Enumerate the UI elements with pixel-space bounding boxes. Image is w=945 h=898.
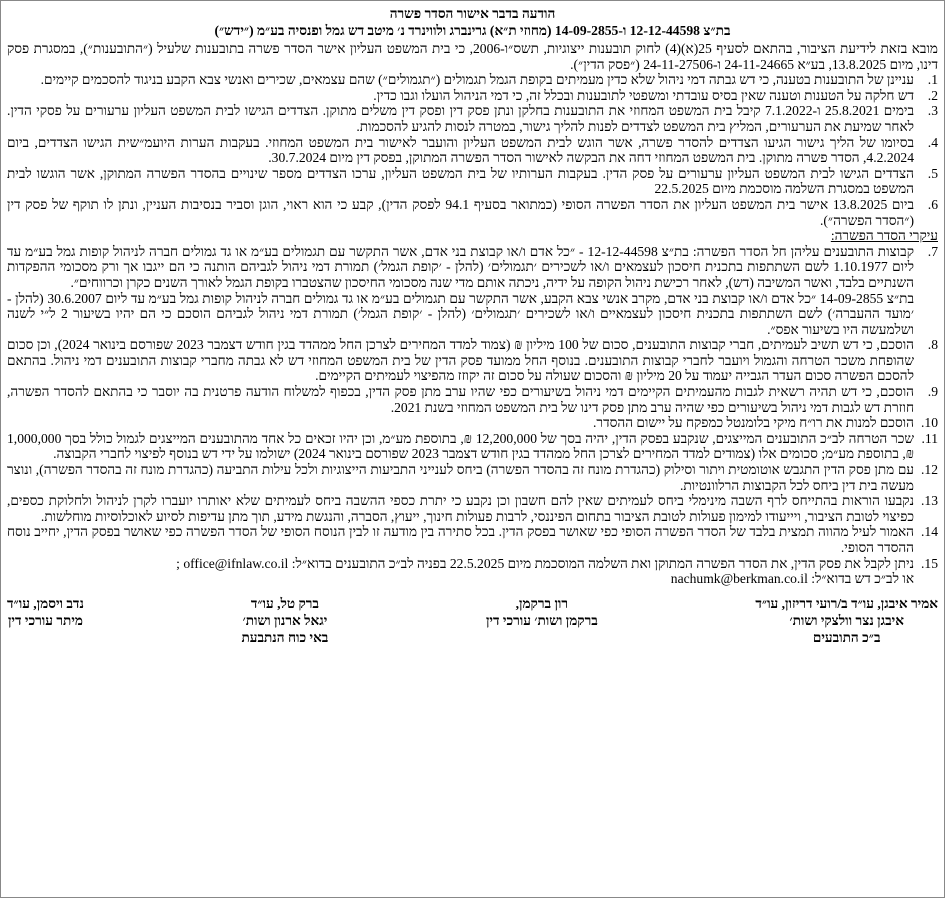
item-text: קבוצות התובענים עליהן חל הסדר הפשרה: בת״צ 12-12-44598 - ״כל אדם ו/או קבוצת בני אדם, אשר התקשר עם תגמולים בע״מ או גד גמולים חברה לניהול קופות גמל בע״מ עד ליום 1.10.1977 לשם השתתפות בתכנית חיסכון לעצמאים ו/או לשכירים ׳תגמולים׳ (להלן - ׳קופת הגמל׳) תמורת דמי ניהול לגביהם הותנה כי הם ייגבו אך ורק מסכומי ההפקדות השנתיים בלבד, ואשר המשיבה (דש), לאחר רכישת ניהול הקופה על ידיה, ניכתה אותם מדי שנה מסכומי החיסכון שהצטברו בקופת הגמל לאורך השנים כקרן וכרווחים״. xyxy=(7,243,914,290)
item-text: שכר הטרחה לב״כ התובענים המייצגים, שנקבע בפסק הדין, יהיה בסך של 12,200,000 ₪, בתוספת מע״מ, וכן יהיו זכאים כל אחד מהתובענים המייצגים לגמול כולל בסך 1,000,000 ₪, בתוספת מע״מ; סכומים אלו (צמודים למדד המחירים לצרכן החל ממהדד בגין חודש דצמבר 2023 שפורסם בינואר 2024) ישולמו על ידי דש בנוסף לפיצוי לחברי הקבוצה. xyxy=(7,430,914,462)
item-text: הוסכם למנות את רו״ח מיקי בלומנטל כמפקח על יישום ההסדר. xyxy=(593,415,914,431)
item-number: 5. xyxy=(927,165,938,181)
list-item xyxy=(7,384,938,415)
item-text: בסיומו של הליך גישור הגיעו הצדדים להסדר פשרה, אשר הוגש לבית המשפט העליון והועבר לאישור בית המשפט המחוזי. בעקבות הערות היועמ״שית הגישו הצדדים, ביום 4.2.2024, הסדר פשרה מתוקן. בית המשפט המחוזי דחה את הבקשה לאישור הסדר הפשרה המתוקן, בפסק דין מיום 30.7.2024. xyxy=(7,134,914,166)
signature-line: ברק טל, עו״ד xyxy=(250,595,319,611)
item-number: 10. xyxy=(921,415,938,431)
item-text: בימים 25.8.2021 ו-7.1.2022 קיבל בית המשפט המחוזי את התובענות בחלקן ונתן פסק דין ופסק דין משלים מתוקן. הצדדים הגישו לבית המשפט העליון ערעורים על פסקי הדין. לאחר שמיעת את הערעורים, המליץ בית המשפט לצדדים לפנות להליך גישור, במטרה לנסות להגיע להסכמות. xyxy=(7,103,915,134)
item-text: עניינן של התובענות בטענה, כי דש גבתה דמי ניהול שלא כדין מעמיתים בקופת הגמל תגמולים (״תגמולים״) שהם עצמאים, שכירים ואנשי צבא הקבע בניגוד להסכמים קיימים. xyxy=(40,72,914,88)
item-number: 11. xyxy=(921,430,938,446)
item-text: הוסכם, כי דש תהיה רשאית לגבות מהעמיתים הקיימים דמי ניהול בשיעורים כפי שהיו ערב מתן פסק הדין, בכפוף למשלוח הודעה פרטנית בה יוסבר כי בהתאם להסדר הפשרה, חוזרת דש לגבות דמי ניהול בשיעורים כפי שהיה ערב מתן פסק דינו של בית המשפט המחוזי בשנת 2021. xyxy=(7,384,914,415)
signature-line: ברקמן ושות׳ עורכי דין xyxy=(485,612,598,628)
list-item xyxy=(7,103,938,134)
item-number: 8. xyxy=(927,337,938,353)
item-number: 1. xyxy=(927,72,938,88)
list-item xyxy=(7,72,938,88)
signature-second-counsel xyxy=(486,595,598,646)
item-number: 15. xyxy=(921,555,938,571)
list-item xyxy=(7,244,938,291)
list-item xyxy=(7,556,938,572)
signature-line: נדב ויסמן, עו״ד xyxy=(7,595,84,611)
case-subtitle: בת״צ 12-12-44598 ו-14-09-2855 (מחוזי ת״א) גרינברג ולווינרד נ׳ מיטב דש גמל ופנסיה בע״מ (״ידש״) xyxy=(214,23,731,38)
signature-defendant-counsel xyxy=(241,595,328,646)
item-text: עם מתן פסק הדין התגבש אוטומטית ויתור וסילוק (כהגדרת מונח זה בהסדר הפשרה) ביחס לענייני התביעות הייצוגיות ולכל עילות התביעה (כהגדרת מונח זה בהסדר הפשרה), ונוצר מעשה בית דין ביחס לכל הקבוצות הרלוונטיות. xyxy=(7,462,914,493)
item-text: הצדדים הגישו לבית המשפט העליון ערעורים על פסק הדין. בעקבות הערותיו של בית המשפט העליון, ערכו הצדדים מספר שינויים בהסדר הפשרה המתוקן, אשר הוגשו לבית המשפט במסגרת השלמה מוסכמת מיום 22.5.2025 xyxy=(7,165,914,197)
list-item xyxy=(7,524,938,555)
item-number: 4. xyxy=(927,134,938,150)
item-number: 2. xyxy=(927,87,938,103)
items-list-1 xyxy=(7,72,938,228)
signature-line: באי כוח הנתבעת xyxy=(241,629,329,645)
item-text: ניתן לקבל את פסק הדין, את הסדר הפשרה המתוקן ואת השלמה המוסכמת מיום 22.5.2025 בפניה לב״כ התובענים בדוא״ל: office@ifnlaw.co.il ; xyxy=(176,555,914,571)
list-item xyxy=(7,166,938,197)
item-number: 7. xyxy=(927,243,938,259)
signature-line: מיתר עורכי דין xyxy=(7,612,83,628)
signatures-block xyxy=(7,595,938,646)
notice-title: הודעה בדבר אישור הסדר פשרה xyxy=(389,6,556,21)
signature-line: איבגן נצר וולצקי ושות׳ xyxy=(789,612,904,628)
item-number: 14. xyxy=(921,524,938,540)
list-item xyxy=(7,135,938,166)
item-text: ביום 13.8.2025 אישר בית המשפט העליון את הסדר הפשרה הסופי (כמתואר בסעיף 94.1 לפסק הדין), קבע כי הוא ראוי, הוגן וסביר בנסיבות העניין, ונתן לו תוקף של פסק דין (״הסדר הפשרה״). xyxy=(7,196,915,228)
signature-line: רון ברקמן, xyxy=(515,595,569,611)
items-list-3 xyxy=(7,337,938,571)
signature-line: אמיר איבגן, עו״ד ב/רועי דריזון, עו״ד xyxy=(755,595,938,611)
intro-paragraph: מובא בזאת לידיעת הציבור, בהתאם לסעיף 25(א)(4) לחוק תובענות ייצוגיות, תשס״ו-2006, כי בית המשפט העליון אישר הסדר פשרה בתובענות שלעיל (״התובענות״), במסגרת פסק דינו, מיום 13.8.2025, בע״א 24-11-24665 ו-24-11-27506 (״פסק הדין״). xyxy=(7,41,938,72)
section-heading: עיקרי הסדר הפשרה: xyxy=(830,228,938,244)
item-number: 6. xyxy=(927,196,938,212)
list-item xyxy=(7,337,938,384)
list-item xyxy=(7,462,938,493)
item-number: 9. xyxy=(927,384,938,400)
signature-fourth-counsel xyxy=(7,595,84,646)
signature-plaintiffs-counsel xyxy=(755,595,938,646)
item-text: נקבעו הוראות בהתייחס לרף השבה מינימלי ביחס לעמיתים שאין להם חשבון וכן נקבע כי יתרת כספי ההשבה ביחס לעמיתים שלא יאותרו יועברו לקרן לניהול ולחלוקת כספים, כפיצוי לטובת הציבור, ויייעודו למימון פעולות לטובת הציבור בתחום הפיננסי, לרבות פעולות חינוך, ייעוץ, הסברה, והנגשת מידע, תוך מתן עדיפות לסיוע לאוכלוסיות מוחלשות. xyxy=(7,493,914,524)
list-item xyxy=(7,415,938,431)
item-7-subparagraph: בת״צ 14-09-2855 ״כל אדם ו/או קבוצת בני אדם, מקרב אנשי צבא הקבע, אשר התקשר עם תגמולים בע״מ או גד גמולים חברה לניהול קופות גמל בע״מ עד ליום 30.6.2007 (להלן - ׳מועד ההעברה׳) לשם השתתפות בתכנית חיסכון לעצמאיים ו/או לשכירים ׳תגמולים׳ (להלן - ׳קופת הגמל׳) תמורת דמי ניהול לגביהם הוסכם כי הם יהיו בשיעור 2 ל״י לשנה ושלמעשה היו בשיעור אפס״. xyxy=(7,290,914,337)
list-item xyxy=(7,431,938,462)
item-text: האמור לעיל מהווה תמצית בלבד של הסדר הפשרה הסופי כפי שאושר בפסק הדין. בכל סתירה בין מודעה זו לבין הנוסח הסופי של הסדר הפשרה כפי שאושר בפסק הדין, יחייב נוסח ההסדר הסופי. xyxy=(7,524,914,555)
contact-email-line: או לב״כ דש בדוא״ל: nachumk@berkman.co.il xyxy=(670,571,914,587)
item-text: דש חלקה על הטענות וטענה שאין בסיס עובדתי ומשפטי לתובענות ובכלל זה, כי דמי הניהול הועלו וגבו כדין. xyxy=(373,87,914,103)
list-item xyxy=(7,493,938,524)
item-text: הוסכם, כי דש תשיב לעמיתים, חברי קבוצות התובענים, סכום של 100 מיליון ₪ (צמוד למדד המחירים לצרכן החל ממהדד בגין חודש דצמבר 2023 שפורסם בינואר 2024), וכן סכום שהופחת משכר הטרחה והגמול ויועבר לחברי קבוצות התובענים. בנוסף החל ממועד פסק הדין של בית המשפט המחוזי דש לא גבתה מחברי קבוצות התובענים דמי ניהול. בהתאם להסכם הפשרה סכום העדר הגבייה יעמוד על 20 מיליון ₪ והסכום שעולה על סכום זה יקוזז מהפיצוי לעמיתים הקיימים. xyxy=(7,337,914,384)
item-number: 13. xyxy=(921,493,938,509)
list-item xyxy=(7,88,938,104)
signature-line: יגאל ארנון ושות׳ xyxy=(242,612,328,628)
signature-line: ב״כ התובעים xyxy=(812,629,881,645)
list-item xyxy=(7,197,938,228)
item-number: 3. xyxy=(927,103,938,119)
item-number: 12. xyxy=(921,462,938,478)
